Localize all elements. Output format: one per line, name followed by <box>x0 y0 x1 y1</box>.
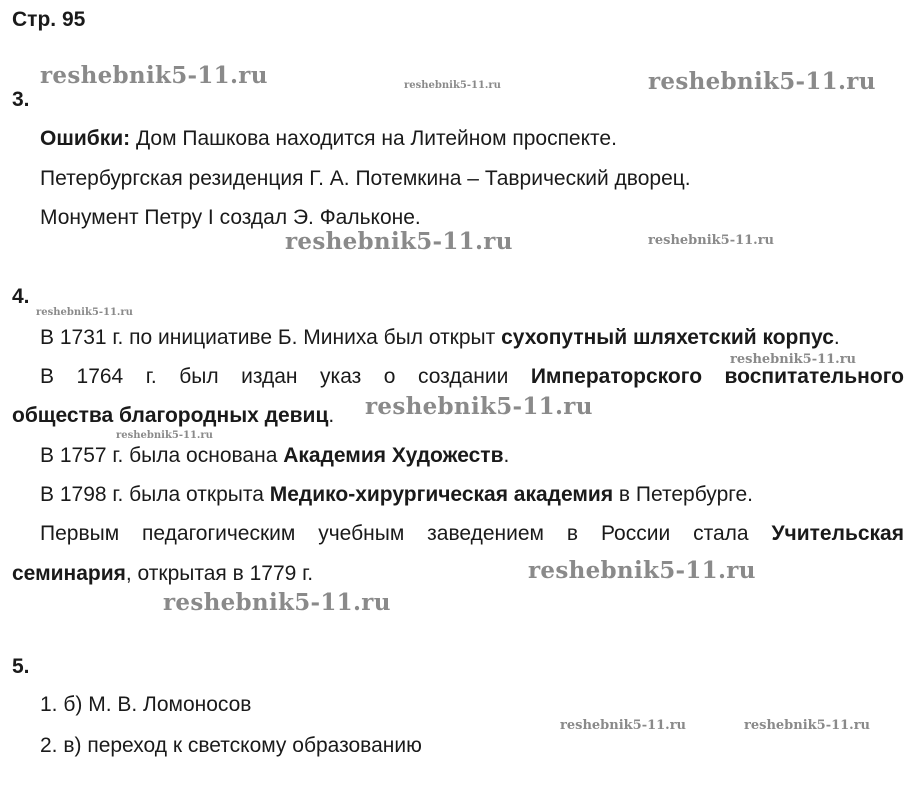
task4-paragraph-5-line-1: Первым педагогическим учебным заведением в России стала Учительская <box>40 522 904 545</box>
watermark: reshebnik5-11.ru <box>648 68 876 95</box>
task4-paragraph-1: В 1731 г. по инициативе Б. Миниха был открыт сухопутный шляхетский корпус. <box>40 326 840 349</box>
task3-line-3: Монумент Петру I создал Э. Фальконе. <box>40 206 421 229</box>
task4-paragraph-2-line-1: В 1764 г. был издан указ о создании Императорского воспитательного <box>40 365 904 388</box>
task4-paragraph-3: В 1757 г. была основана Академия Художеств. <box>40 444 510 467</box>
watermark: reshebnik5-11.ru <box>560 718 687 733</box>
watermark: reshebnik5-11.ru <box>365 393 593 420</box>
watermark: reshebnik5-11.ru <box>116 430 213 441</box>
watermark: reshebnik5-11.ru <box>285 228 513 255</box>
task4-paragraph-2-line-2: общества благородных девиц. <box>12 404 335 427</box>
task5-answer-2: 2. в) переход к светскому образованию <box>40 734 422 757</box>
watermark: reshebnik5-11.ru <box>744 718 871 733</box>
watermark: reshebnik5-11.ru <box>36 307 133 318</box>
task4-paragraph-5-line-2: семинария, открытая в 1779 г. <box>12 562 314 585</box>
watermark: reshebnik5-11.ru <box>404 80 501 91</box>
task4-paragraph-4: В 1798 г. была открыта Медико-хирургическая академия в Петербурге. <box>40 483 753 506</box>
page-title: Стр. 95 <box>12 8 86 31</box>
watermark: reshebnik5-11.ru <box>648 233 775 248</box>
task3-line-2: Петербургская резиденция Г. А. Потемкина – Таврический дворец. <box>40 167 691 190</box>
watermark: reshebnik5-11.ru <box>730 352 857 367</box>
watermark: reshebnik5-11.ru <box>40 62 268 89</box>
task-number: 4. <box>12 285 30 308</box>
task3-line-1: Ошибки: Дом Пашкова находится на Литейном проспекте. <box>40 127 617 150</box>
watermark: reshebnik5-11.ru <box>528 557 756 584</box>
task5-answer-1: 1. б) М. В. Ломоносов <box>40 693 252 716</box>
watermark: reshebnik5-11.ru <box>163 589 391 616</box>
errors-label: Ошибки: <box>40 127 131 150</box>
task-number: 5. <box>12 655 30 678</box>
task-number: 3. <box>12 88 30 111</box>
